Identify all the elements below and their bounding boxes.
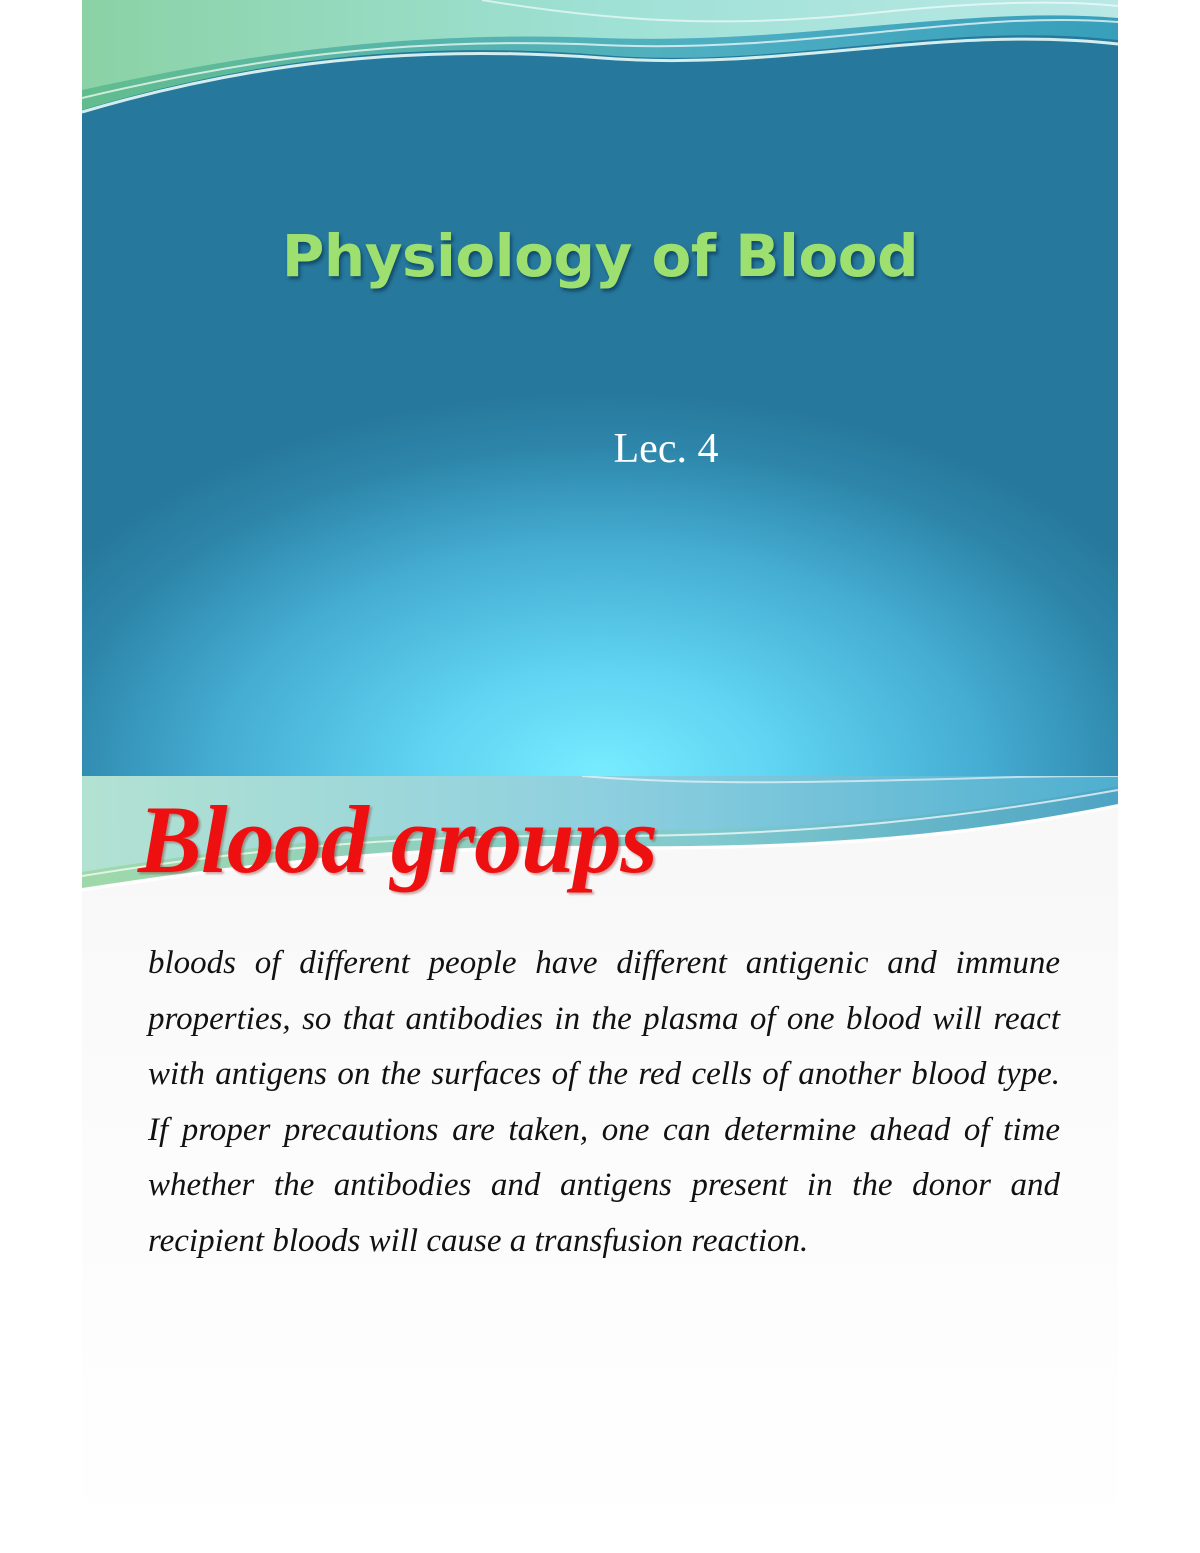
lecture-number-text: Lec. 4 xyxy=(613,426,719,472)
lecture-number xyxy=(82,425,1082,473)
content-slide xyxy=(82,776,1118,1553)
slide-title: Physiology of Blood xyxy=(281,222,919,290)
title-slide xyxy=(82,0,1118,776)
body-paragraph: bloods of different people have different antigenic and immune properties, so that antibodies in the plasma of one blood will react with antigens on the surfaces of the red cells of another blood type. If proper precautions are taken, one can determine ahead of time whether the antibodies and antigens present in the donor and recipient bloods will cause a transfusion reaction. xyxy=(148,945,1060,1259)
decorative-wave-header xyxy=(82,0,1118,130)
section-heading: Blood groups xyxy=(138,786,657,893)
